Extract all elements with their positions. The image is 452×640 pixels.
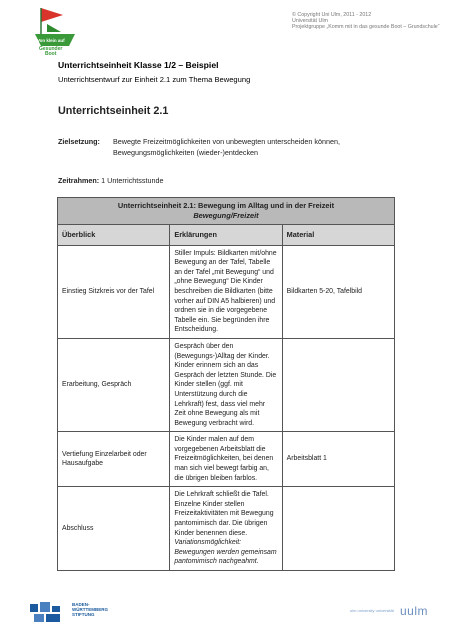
bw-line: BADEN- bbox=[72, 602, 90, 607]
table-row bbox=[58, 487, 395, 571]
goal-text-line-1: Bewegte Freizeitmöglichkeiten von unbewegten unterscheiden können, bbox=[113, 137, 340, 146]
table-row bbox=[58, 245, 395, 338]
overview-cell: Vertiefung Einzelarbeit oder Hausaufgabe bbox=[58, 432, 170, 487]
lesson-plan-table bbox=[57, 197, 395, 571]
explanation-cell: Gespräch über den (Bewegungs-)Alltag der Kinder. Kinder erinnern sich an das Gespräch der letzten Stunde. Die Kinder stellen (ggf. mit Unterstützung durch die Lehrkraft) fest, dass viel mehr Zeit ohne Bewegung als mit Bewegung verbracht wird. bbox=[170, 338, 282, 431]
bw-stiftung-logo bbox=[28, 598, 108, 628]
explanation-cell: Stiller Impuls: Bildkarten mit/ohne Bewegung an der Tafel, Tabelle an der Tafel „mit Bewegung“ und „ohne Bewegung“ Die Kinder beschreiben die Bildkarten (bitte vorher auf DIN A5 halbieren) und ordnen sie in die vorgegebene Tabelle ein. Sie begründen ihre Entscheidung. bbox=[170, 245, 282, 338]
logo-line-1: Von klein auf bbox=[37, 38, 65, 43]
unit-heading: Unterrichtseinheit 2.1 bbox=[58, 105, 169, 117]
copyright-line: Projektgruppe „Komm mit in das gesunde Boot – Grundschule“ bbox=[292, 24, 440, 31]
table-caption bbox=[58, 198, 395, 225]
material-cell: Arbeitsblatt 1 bbox=[282, 432, 394, 487]
uulm-logo bbox=[350, 604, 440, 626]
uulm-tagline: ulm university universität bbox=[350, 608, 394, 613]
bw-line: WÜRTTEMBERG bbox=[72, 607, 108, 612]
bw-line: STIFTUNG bbox=[72, 612, 95, 617]
explanation-text: Die Lehrkraft schließt die Tafel. Einzelne Kinder stellen Freizeitaktivitäten mit Bewegung pantomimisch dar. Die übrigen Kinder benennen diese. bbox=[174, 491, 274, 537]
gesundes-boot-logo bbox=[33, 6, 77, 56]
material-cell: Bildkarten 5-20, Tafelbild bbox=[282, 245, 394, 338]
table-row bbox=[58, 338, 395, 431]
explanation-cell: Die Kinder malen auf dem vorgegebenen Arbeitsblatt die Freizeitmöglichkeiten, bei denen man sich viel bewegt farbig an, die übrigen bleiben farblos. bbox=[170, 432, 282, 487]
goal-text-line-2: Bewegungsmöglichkeiten (wieder-)entdecken bbox=[113, 148, 259, 157]
overview-cell: Einstieg Sitzkreis vor der Tafel bbox=[58, 245, 170, 338]
uulm-wordmark: uulm bbox=[400, 604, 429, 618]
column-header-material: Material bbox=[282, 225, 394, 246]
bw-stiftung-emblem-icon bbox=[28, 598, 68, 628]
time-value: 1 Unterrichtsstunde bbox=[101, 176, 164, 185]
variation-note: Variationsmöglichkeit: Bewegungen werden gemeinsam pantomimisch nachgeahmt. bbox=[174, 539, 277, 566]
logo-line-3: Boot bbox=[45, 51, 57, 56]
copyright-line: Universität Ulm bbox=[292, 18, 328, 25]
copyright-block bbox=[292, 12, 450, 31]
table-row bbox=[58, 432, 395, 487]
material-cell bbox=[282, 487, 394, 571]
overview-cell: Abschluss bbox=[58, 487, 170, 571]
goal-label: Zielsetzung: bbox=[58, 137, 100, 146]
table-caption-subtitle: Bewegung/Freizeit bbox=[193, 211, 259, 220]
document-title: Unterrichtseinheit Klasse 1/2 – Beispiel bbox=[58, 60, 219, 70]
column-header-explanations: Erklärungen bbox=[170, 225, 282, 246]
explanation-cell bbox=[170, 487, 282, 571]
material-cell bbox=[282, 338, 394, 431]
column-header-overview: Überblick bbox=[58, 225, 170, 246]
document-subtitle: Unterrichtsentwurf zur Einheit 2.1 zum Thema Bewegung bbox=[58, 75, 251, 84]
overview-cell: Erarbeitung, Gespräch bbox=[58, 338, 170, 431]
logo-line-2: Gesunder bbox=[39, 46, 63, 52]
table-caption-title: Unterrichtseinheit 2.1: Bewegung im Alltag und in der Freizeit bbox=[117, 201, 335, 210]
time-label: Zeitrahmen: bbox=[58, 176, 100, 185]
bw-stiftung-text bbox=[72, 602, 108, 617]
copyright-line: © Copyright Uni Ulm, 2011 - 2012 bbox=[292, 12, 372, 18]
time-frame bbox=[58, 176, 163, 185]
